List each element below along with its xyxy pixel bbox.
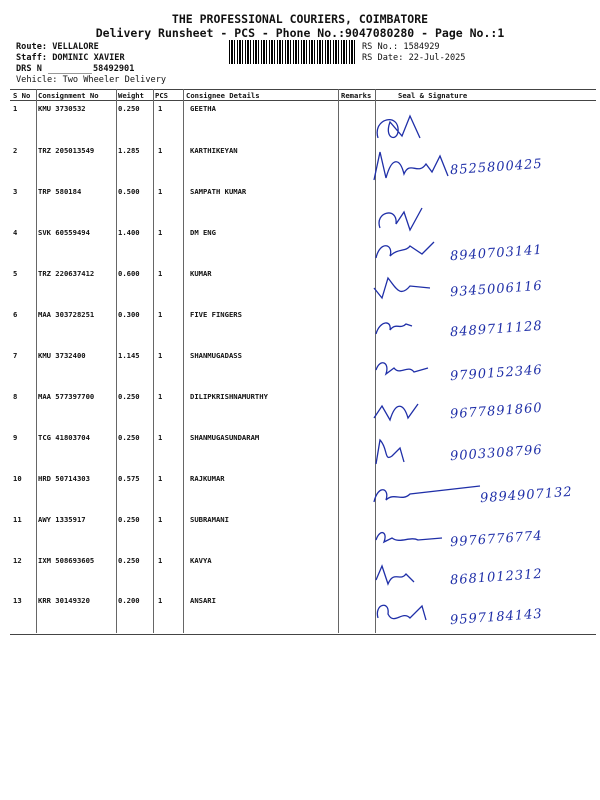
row-2-weight: 1.285	[118, 146, 140, 155]
col-header-weight: Weight	[118, 91, 144, 100]
row-11-consignment: AWY 1335917	[38, 515, 86, 524]
column-divider	[36, 89, 37, 633]
row-3-consignment: TRP 580184	[38, 187, 82, 196]
column-divider	[338, 89, 339, 633]
signature-phone: 8940703141	[449, 242, 544, 265]
row-10-consignee: RAJKUMAR	[190, 474, 225, 483]
signature-13	[370, 596, 592, 640]
row-8-sno: 8	[13, 392, 18, 401]
row-13-consignment: KRR 30149320	[38, 596, 90, 605]
row-3-weight: 0.500	[118, 187, 140, 196]
row-2-consignee: KARTHIKEYAN	[190, 146, 238, 155]
col-header-consignee: Consignee Details	[186, 91, 260, 100]
row-11-pcs: 1	[158, 515, 163, 524]
row-4-weight: 1.400	[118, 228, 140, 237]
redaction-mark	[48, 64, 92, 74]
column-divider	[153, 89, 154, 633]
row-4-pcs: 1	[158, 228, 163, 237]
signature-phone: 9790152346	[449, 362, 544, 385]
row-5-consignment: TRZ 220637412	[38, 269, 95, 278]
row-1-consignee: GEETHA	[190, 104, 216, 113]
signature-9	[370, 432, 592, 476]
row-8-pcs: 1	[158, 392, 163, 401]
row-11-consignee: SUBRAMANI	[190, 515, 229, 524]
row-12-consignee: KAVYA	[190, 556, 212, 565]
row-6-weight: 0.300	[118, 310, 140, 319]
row-11-sno: 11	[13, 515, 22, 524]
row-7-sno: 7	[13, 351, 18, 360]
row-2-consignment: TRZ 205013549	[38, 146, 95, 155]
drs-number: 58492901	[93, 64, 135, 74]
route-label: Route: VELLALORE	[16, 42, 99, 52]
row-13-weight: 0.200	[118, 596, 140, 605]
row-9-consignee: SHANMUGASUNDARAM	[190, 433, 260, 442]
row-5-weight: 0.600	[118, 269, 140, 278]
signature-phone: 8489711128	[449, 318, 544, 341]
signature-phone: 9976776774	[449, 528, 544, 551]
col-header-consignment: Consignment No	[38, 91, 99, 100]
row-7-pcs: 1	[158, 351, 163, 360]
company-title: THE PROFESSIONAL COURIERS, COIMBATORE	[171, 12, 429, 26]
staff-label: Staff: DOMINIC XAVIER	[16, 53, 125, 63]
row-7-weight: 1.145	[118, 351, 140, 360]
row-13-pcs: 1	[158, 596, 163, 605]
row-6-pcs: 1	[158, 310, 163, 319]
rs-number: RS No.: 1584929	[362, 42, 440, 52]
row-11-weight: 0.250	[118, 515, 140, 524]
signature-phone: 9345006116	[449, 278, 544, 301]
rs-date: RS Date: 22-Jul-2025	[362, 53, 466, 63]
row-1-weight: 0.250	[118, 104, 140, 113]
row-5-sno: 5	[13, 269, 18, 278]
row-3-sno: 3	[13, 187, 18, 196]
row-8-weight: 0.250	[118, 392, 140, 401]
row-12-sno: 12	[13, 556, 22, 565]
row-5-pcs: 1	[158, 269, 163, 278]
row-9-pcs: 1	[158, 433, 163, 442]
signature-2	[370, 146, 592, 190]
signature-6	[370, 308, 592, 352]
signature-phone: 9677891860	[449, 400, 544, 423]
row-9-consignment: TCG 41803704	[38, 433, 90, 442]
row-6-consignee: FIVE FINGERS	[190, 310, 242, 319]
row-9-sno: 9	[13, 433, 18, 442]
signature-phone: 8681012312	[449, 566, 544, 589]
row-4-consignment: SVK 60559494	[38, 228, 90, 237]
row-7-consignment: KMU 3732400	[38, 351, 86, 360]
row-10-sno: 10	[13, 474, 22, 483]
signature-phone: 9597184143	[449, 606, 544, 629]
column-divider	[116, 89, 117, 633]
signature-phone: 9003308796	[449, 442, 544, 465]
row-12-pcs: 1	[158, 556, 163, 565]
row-12-consignment: IXM 508693605	[38, 556, 95, 565]
signature-scribble	[370, 108, 592, 148]
row-2-sno: 2	[13, 146, 18, 155]
col-header-seal: Seal & Signature	[398, 91, 468, 100]
row-2-pcs: 1	[158, 146, 163, 155]
col-header-pcs: PCS	[155, 91, 168, 100]
signature-phone: 8525800425	[449, 156, 544, 179]
signature-5	[370, 268, 592, 312]
row-6-consignment: MAA 303728251	[38, 310, 95, 319]
barcode	[229, 40, 355, 64]
row-10-weight: 0.575	[118, 474, 140, 483]
signature-12	[370, 556, 592, 600]
row-3-pcs: 1	[158, 187, 163, 196]
signature-10	[370, 474, 592, 518]
row-13-sno: 13	[13, 596, 22, 605]
row-1-consignment: KMU 3730532	[38, 104, 86, 113]
row-10-consignment: HRD 50714303	[38, 474, 90, 483]
drs-label: DRS N	[16, 64, 42, 74]
signature-phone: 9894907132	[479, 484, 574, 507]
row-13-consignee: ANSARI	[190, 596, 216, 605]
column-divider	[183, 89, 184, 633]
row-4-consignee: DM ENG	[190, 228, 216, 237]
signature-8	[370, 390, 592, 434]
row-8-consignment: MAA 577397700	[38, 392, 95, 401]
col-header-sno: S No	[13, 91, 31, 100]
header-divider	[10, 100, 596, 101]
vehicle-label: Vehicle: Two Wheeler Delivery	[16, 75, 167, 85]
row-1-sno: 1	[13, 104, 18, 113]
row-3-consignee: SAMPATH KUMAR	[190, 187, 247, 196]
row-9-weight: 0.250	[118, 433, 140, 442]
row-1-pcs: 1	[158, 104, 163, 113]
runsheet-title: Delivery Runsheet - PCS - Phone No.:9047080280 - Page No.:1	[95, 26, 505, 40]
row-10-pcs: 1	[158, 474, 163, 483]
row-5-consignee: KUMAR	[190, 269, 212, 278]
row-6-sno: 6	[13, 310, 18, 319]
row-7-consignee: SHANMUGADASS	[190, 351, 242, 360]
row-8-consignee: DILIPKRISHNAMURTHY	[190, 392, 268, 401]
col-header-remarks: Remarks	[341, 91, 372, 100]
row-12-weight: 0.250	[118, 556, 140, 565]
row-4-sno: 4	[13, 228, 18, 237]
